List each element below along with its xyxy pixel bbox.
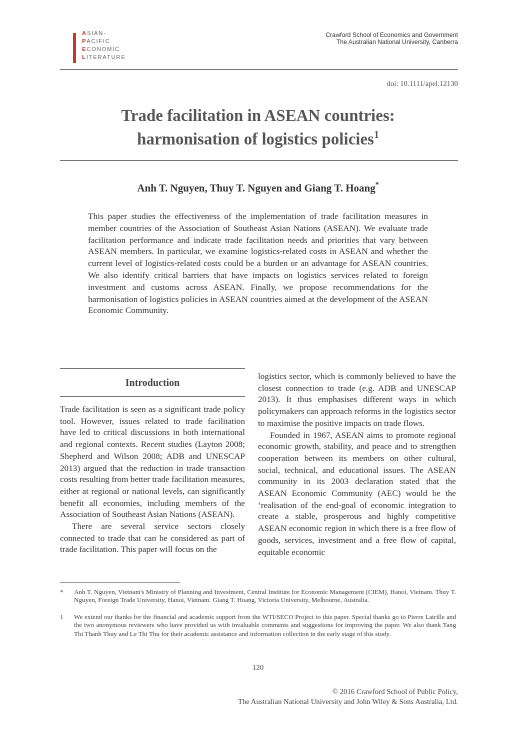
journal-logo-line-3 (82, 47, 120, 54)
logo-rest: SIAN- (86, 31, 107, 37)
logo-rest: ITERATURE (86, 55, 126, 61)
institution-block (326, 32, 458, 47)
page-number: 120 (252, 663, 264, 672)
footnote-acknowledgement (60, 614, 456, 639)
title-rule (60, 160, 458, 161)
left-column (60, 404, 245, 556)
paragraph: Trade facilitation is seen as a significant trade policy tool. However, issues related to trade facilitation have led to critical discussions in both international and regional contexts. Recent studies (Layton 2008; Shepherd and Wilson 2008; ADB and UNESCAP 2013) argued that the reduction in trade transaction costs resulting from better trade facilitation measures, either at regional or national levels, can significantly benefit all economies, including members of the Association of Southeast Asian Nations (ASEAN). (60, 404, 245, 520)
logo-initial: L (82, 55, 87, 61)
footnote-text: We extend our thanks for the financial and academic support from the WTI/SECO Project to this paper. Special thanks go to Pierre Latrille and the two anonymous reviewers who have provided us with invaluable comments and suggestions for improving the paper. We also thank Tang Thi Thanh Thuy and Le Thi Thu for their academic assistance and information collection in the early stage of this study. (74, 614, 456, 638)
title-line-1: Trade facilitation in ASEAN countries: (121, 106, 395, 125)
paragraph: logistics sector, which is commonly believed to have the closest connection to trade (e.g. ADB and UNESCAP 2013). It thus emphasises different ways in which policymakers can approach reforms in the logistics sector to maximise the positive impacts on trade flows. (258, 371, 456, 428)
logo-initial: E (82, 47, 87, 53)
section-rule-bottom (60, 396, 245, 397)
paragraph: Founded in 1967, ASEAN aims to promote regional economic growth, stability, and peace and to strengthen cooperation between its members on other cultural, social, technical, and educational issues. The ASEAN community in its 2003 declaration stated that the ASEAN Economic Community (AEC) would be the ‘realisation of the end-goal of economic integration to create a stable, prosperous and highly competitive ASEAN economic region in which there is a free flow of goods, services, investment and a free flow of capital, equitable economic (258, 429, 456, 557)
footnote-rule (60, 582, 180, 583)
journal-logo-line-2 (82, 39, 110, 46)
section-heading: Introduction (125, 378, 180, 389)
author-footnote-mark: * (375, 181, 379, 189)
abstract: This paper studies the effectiveness of the implementation of trade facilitation measures in member countries of the Association of Southeast Asian Nations (ASEAN). We evaluate trade facilitation performance and indicate trade facilitation needs and priorities that vary between ASEAN members. In particular, we examine logistics-related costs in ASEAN and whether the current level of logistics-related costs could be a burden or an advantage for ASEAN countries. We also identify critical barriers that have impacts on logistics services related to foreign investment and customs across ASEAN. Finally, we propose recommendations for the harmonisation of logistics policies in ASEAN countries aimed at the development of the ASEAN Economic Community. (88, 211, 428, 316)
logo-rest: ACIFIC (86, 39, 111, 45)
journal-logo-line-1 (82, 31, 106, 38)
paragraph: There are several service sectors closely connected to trade that can be considered as part of trade facilitation. This paper will focus on the (60, 521, 245, 555)
author-names: Anh T. Nguyen, Thuy T. Nguyen and Giang T. Hoang (137, 183, 376, 195)
institution-line-1: Crawford School of Economics and Government (325, 32, 458, 39)
journal-logo-line-4 (82, 55, 126, 62)
section-rule-top (60, 368, 245, 369)
article-title (60, 106, 456, 150)
logo-rest: CONOMIC (86, 47, 120, 53)
footnote-author (60, 589, 456, 606)
title-line-2 (60, 126, 456, 150)
title-line-2-text: harmonisation of logistics policies (137, 129, 374, 149)
footnote-mark: 1 (60, 614, 64, 621)
title-footnote-mark: 1 (373, 130, 379, 141)
header-rule (60, 69, 458, 70)
logo-initial: P (82, 39, 87, 45)
footnote-mark: * (60, 589, 64, 596)
authors (60, 181, 456, 195)
right-column (258, 371, 456, 558)
copyright-line-1: © 2016 Crawford School of Public Policy, (332, 687, 458, 696)
logo-initial: A (82, 31, 87, 37)
doi: doi: 10.1111/apel.12130 (386, 79, 458, 88)
journal-logo-bar (73, 33, 76, 63)
copyright (238, 687, 458, 706)
footnote-text: Anh T. Nguyen, Vietnam's Ministry of Planning and Investment, Central Institute for Economic Management (CIEM), Hanoi, Vietnam. Thuy T. Nguyen, Foreign Trade University, Hanoi, Vietnam. Giang T. Hoang, Victoria University, Melbourne, Australia. (74, 589, 456, 605)
copyright-line-2: The Australian National University and John Wiley & Sons Australia, Ltd. (237, 696, 458, 706)
institution-line-2: The Australian National University, Canberra (336, 39, 458, 47)
